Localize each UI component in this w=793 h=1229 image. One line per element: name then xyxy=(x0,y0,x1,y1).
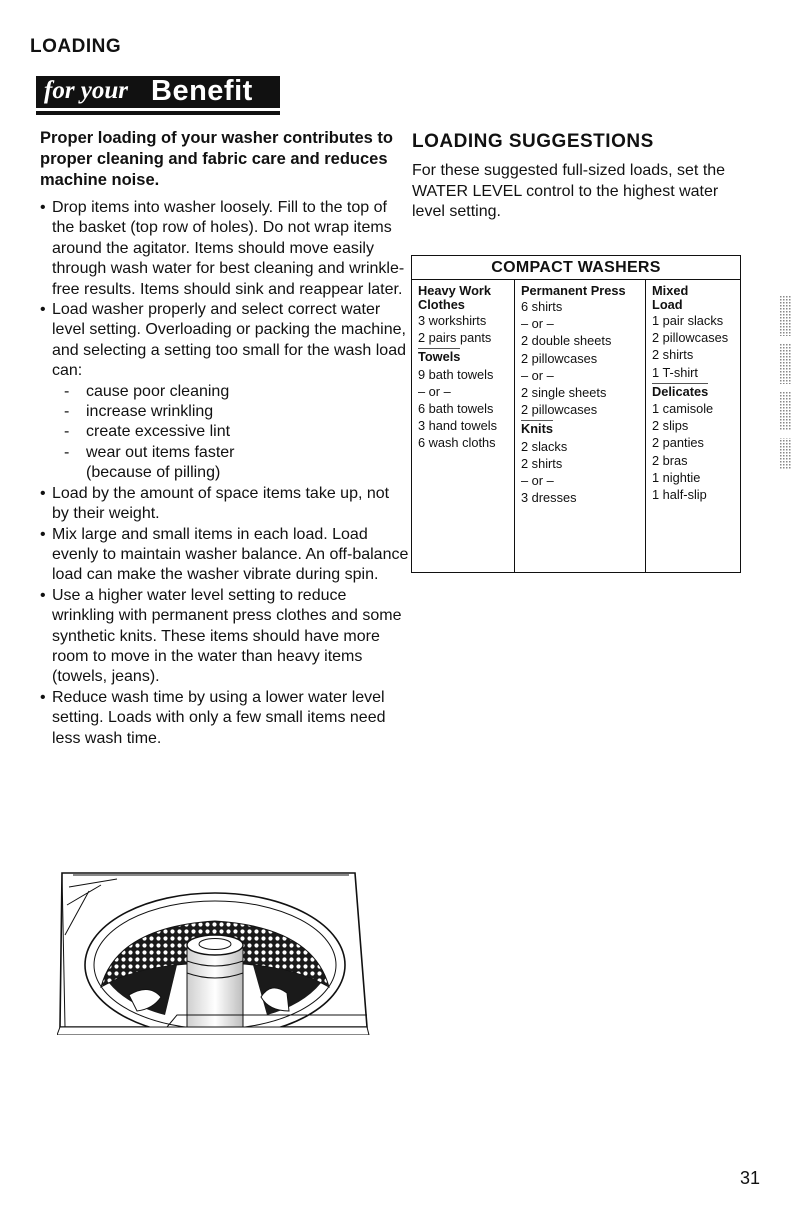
tip-item: • Mix large and small items in each load. Load evenly to maintain washer balance. An off-balance load can make the washer vibrate during spin. xyxy=(40,525,410,586)
col-heading: Mixed xyxy=(652,283,689,298)
badge-word: Benefit xyxy=(151,75,253,107)
subitem-continuation: (because of pilling) xyxy=(86,464,221,482)
loading-tips-list xyxy=(40,198,410,749)
load-item: 6 wash cloths xyxy=(418,435,496,451)
compact-washers-table xyxy=(411,255,741,573)
load-item: – or – xyxy=(521,316,554,332)
tip-item: • Drop items into washer loosely. Fill to the top of the basket (top row of holes). Do not wrap items around the agitator. Items should move easily through wash water for best cleaning and wrinkle-free results. Items should sink and reappear later. xyxy=(40,198,410,300)
load-item: – or – xyxy=(418,383,451,399)
tip-item: • Reduce wash time by using a lower water level setting. Loads with only a few small items need less wash time. xyxy=(40,688,410,749)
col-heading: Load xyxy=(652,297,683,312)
load-item: 2 pillowcases xyxy=(521,402,598,418)
load-item: 3 workshirts xyxy=(418,313,487,328)
load-item: 9 bath towels xyxy=(418,366,494,382)
load-item: 2 single sheets xyxy=(521,385,607,401)
load-item: 6 shirts xyxy=(521,299,563,314)
section-title: LOADING xyxy=(30,36,122,57)
col-heading: Permanent Press xyxy=(521,283,626,298)
load-item: 2 shirts xyxy=(521,455,563,471)
subitem: - increase wrinkling xyxy=(64,402,410,422)
subitem: - cause poor cleaning xyxy=(64,382,410,402)
table-col-permanent-press xyxy=(514,280,645,572)
load-item: 2 slips xyxy=(652,418,689,434)
for-your-benefit-badge xyxy=(36,76,280,116)
tip-item: • Load washer properly and select correct water level setting. Overloading or packing the machine, and selecting a setting too small for the wash load can: - cause poor cleaning - increase wrinkling - create excessive lint - wear out items faster (because of pilling) xyxy=(40,300,410,484)
tip-subitems xyxy=(52,382,410,464)
intro-text: Proper loading of your washer contributes to proper cleaning and fabric care and reduces machine noise. xyxy=(40,129,393,189)
col-heading: Heavy Work xyxy=(418,283,492,298)
load-item: 2 shirts xyxy=(652,347,694,363)
tip-item: • Use a higher water level setting to reduce wrinkling with permanent press clothes and some synthetic knits. These items should have more room to move in the water than heavy items (towels, jeans). xyxy=(40,586,410,688)
load-item: 3 dresses xyxy=(521,490,577,506)
load-item: 1 nightie xyxy=(652,469,701,485)
load-item: 2 pillowcases xyxy=(652,330,729,346)
tip-item: • Load by the amount of space items take up, not by their weight. xyxy=(40,484,410,525)
col-heading: Clothes xyxy=(418,297,465,312)
load-item: 3 hand towels xyxy=(418,418,497,434)
load-item: – or – xyxy=(521,473,554,489)
table-title: COMPACT WASHERS xyxy=(412,256,740,280)
language-tab-marks xyxy=(780,296,792,472)
table-col-mixed-load xyxy=(645,280,740,572)
page-number: 31 xyxy=(739,1168,760,1188)
load-item: 2 bras xyxy=(652,452,688,468)
load-item: 1 pair slacks xyxy=(652,313,724,328)
load-item: – or – xyxy=(521,367,554,383)
suggestions-text: For these suggested full-sized loads, set the WATER LEVEL control to the highest water level setting. xyxy=(412,162,726,220)
load-item: 2 pairs pants xyxy=(418,330,492,346)
subitem: - wear out items faster xyxy=(64,443,410,463)
load-item: 1 camisole xyxy=(652,401,714,417)
load-item: 2 panties xyxy=(652,435,704,451)
washer-tub-illustration xyxy=(57,865,375,1035)
suggestions-title: LOADING SUGGESTIONS xyxy=(412,131,654,152)
subitem: - create excessive lint xyxy=(64,422,410,442)
load-item: 1 half-slip xyxy=(652,487,707,503)
badge-prefix: for your xyxy=(44,77,129,104)
table-col-heavy-work xyxy=(412,280,514,572)
load-item: 2 double sheets xyxy=(521,333,612,349)
load-item: 6 bath towels xyxy=(418,401,494,417)
load-item: 1 T-shirt xyxy=(652,364,698,380)
col-heading: Delicates xyxy=(652,383,709,399)
col-heading: Towels xyxy=(418,349,461,365)
col-heading: Knits xyxy=(521,421,553,437)
load-item: 2 pillowcases xyxy=(521,350,598,366)
load-item: 2 slacks xyxy=(521,438,568,454)
